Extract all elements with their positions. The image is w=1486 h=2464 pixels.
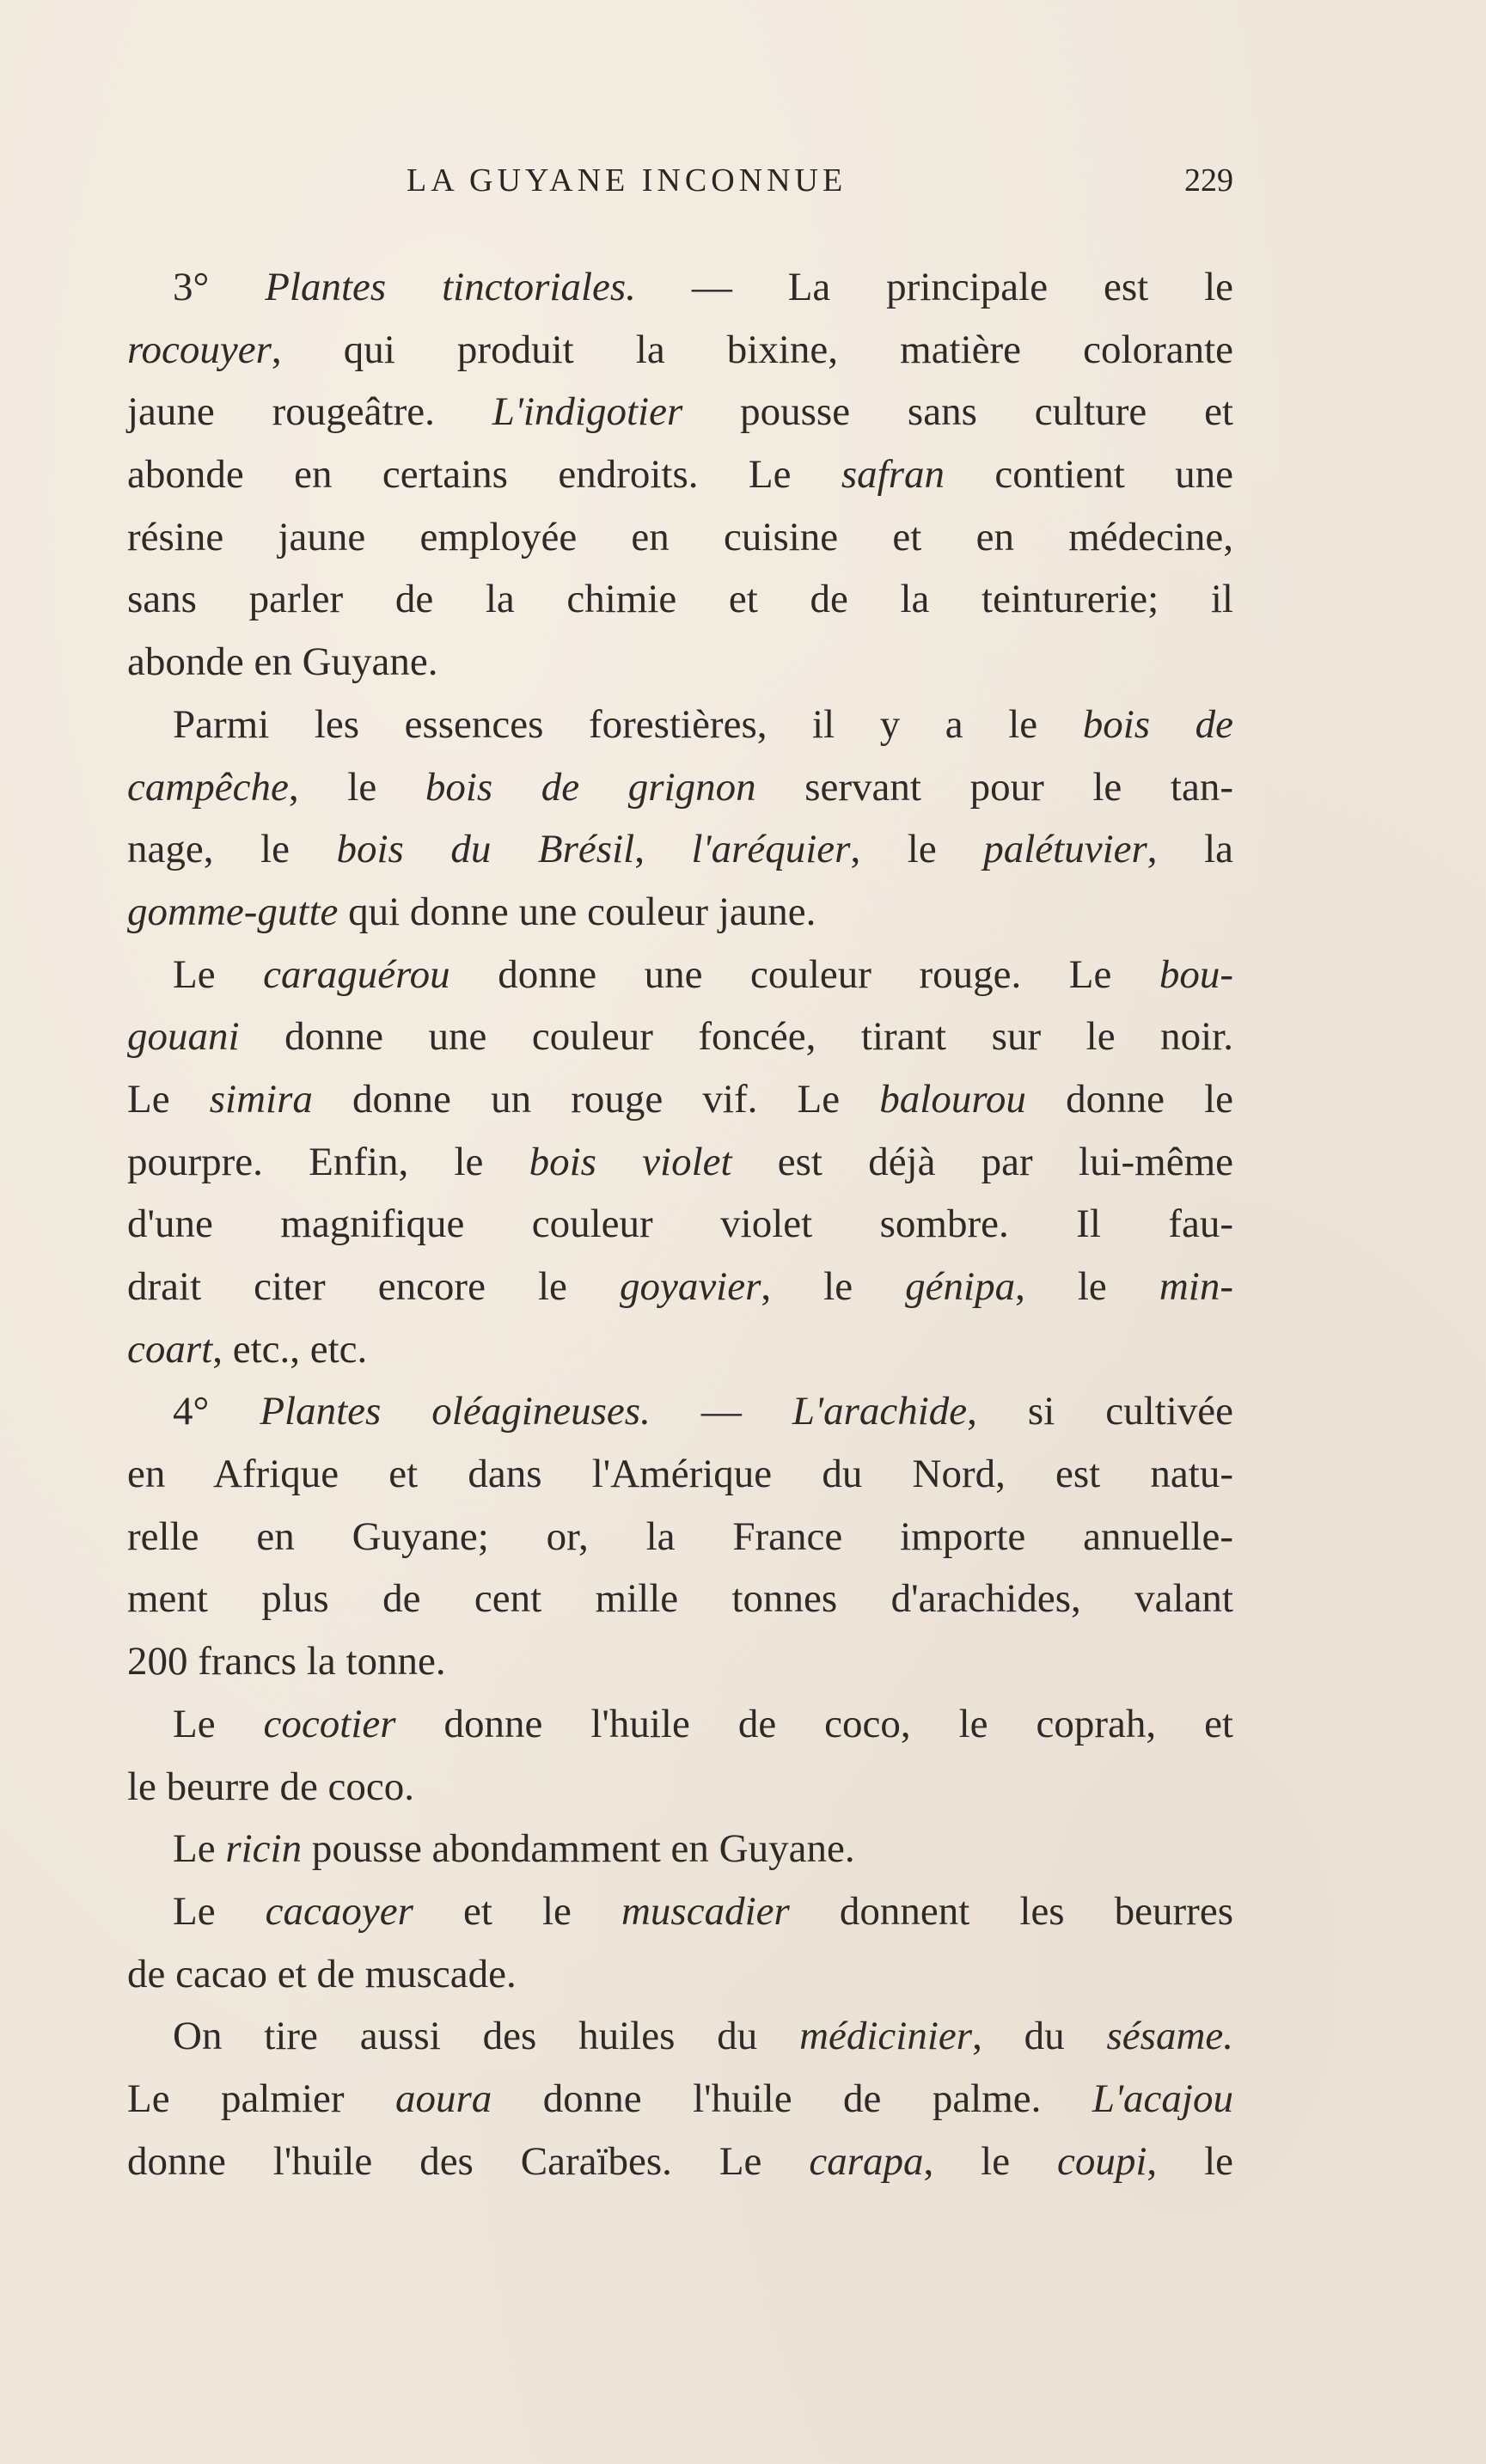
- text-segment: abonde en certains endroits. Le: [127, 452, 841, 498]
- text-line: [127, 694, 1233, 756]
- text-segment: donnent les beurres: [789, 1888, 1233, 1934]
- text-segment: On tire aussi des huiles du: [173, 2014, 800, 2059]
- text-segment: , qui produit la bixine, matière colorante: [271, 327, 1233, 372]
- text-segment: Le: [127, 1076, 210, 1122]
- text-line: [127, 1506, 1233, 1568]
- italic-term: Plantes tinctoriales.: [265, 265, 636, 309]
- text-segment: d'une magnifique couleur violet sombre. Il fau-: [127, 1201, 1233, 1247]
- text-line: [127, 2068, 1233, 2131]
- italic-term: Plantes oléagineuses.: [260, 1389, 651, 1434]
- text-line: [127, 756, 1233, 819]
- text-segment: Le: [173, 1888, 266, 1934]
- running-title: LA GUYANE INCONNUE: [407, 162, 847, 199]
- page-header: [127, 162, 1233, 213]
- text-segment: , du: [972, 2014, 1107, 2059]
- text-segment: , etc., etc.: [212, 1326, 368, 1372]
- text-line: [127, 1131, 1233, 1194]
- italic-term: bois de: [1082, 701, 1233, 747]
- text-segment: sans parler de la chimie et de la teinturerie; il: [127, 577, 1233, 622]
- italic-term: safran: [841, 452, 945, 498]
- text-line: [127, 1256, 1233, 1318]
- italic-term: ricin: [225, 1826, 303, 1872]
- italic-term: génipa: [905, 1264, 1016, 1309]
- text-segment: donne un rouge vif. Le: [312, 1076, 880, 1122]
- italic-term: L'acajou: [1092, 2076, 1233, 2121]
- italic-term: carapa: [809, 2138, 924, 2184]
- text-segment: est déjà par lui-même: [731, 1139, 1233, 1184]
- text-segment: 3°: [173, 265, 266, 309]
- text-line: [127, 1756, 1233, 1819]
- italic-term: caraguérou: [263, 951, 450, 997]
- text-segment: 200 francs la tonne.: [127, 1639, 446, 1684]
- page-number: 229: [1184, 162, 1233, 199]
- text-segment: Le: [173, 1826, 226, 1872]
- text-segment: jaune rougeâtre.: [127, 389, 492, 435]
- italic-term: balourou: [879, 1076, 1026, 1122]
- text-segment: — La principale est le: [635, 265, 1234, 309]
- text-line: [127, 506, 1233, 569]
- text-segment: , si cultivée: [967, 1389, 1234, 1434]
- italic-term: palétuvier: [983, 827, 1147, 872]
- text-segment: relle en Guyane; or, la France importe annuelle-: [127, 1513, 1233, 1559]
- italic-term: bois violet: [529, 1139, 732, 1184]
- text-segment: de cacao et de muscade.: [127, 1951, 517, 1996]
- text-line: [127, 1318, 1233, 1381]
- text-segment: , le: [923, 2138, 1057, 2184]
- text-segment: donne une couleur foncée, tirant sur le noir.: [239, 1014, 1233, 1060]
- text-line: [127, 319, 1233, 382]
- italic-term: l'aréquier: [691, 827, 851, 872]
- text-line: [127, 881, 1233, 944]
- italic-term: gomme-gutte: [127, 889, 339, 934]
- text-segment: donne l'huile de coco, le coprah, et: [395, 1701, 1233, 1746]
- italic-term: médicinier: [799, 2014, 973, 2059]
- text-line: [127, 1880, 1233, 1943]
- italic-term: min-: [1159, 1264, 1233, 1309]
- text-segment: donne l'huile des Caraïbes. Le: [127, 2138, 810, 2184]
- text-line: [127, 1943, 1233, 2006]
- text-segment: Parmi les essences forestières, il y a le: [173, 701, 1083, 747]
- text-line: [127, 1006, 1233, 1068]
- italic-term: gouani: [127, 1014, 240, 1060]
- text-segment: drait citer encore le: [127, 1264, 620, 1309]
- text-segment: Le: [173, 1701, 264, 1746]
- text-segment: abonde en Guyane.: [127, 639, 438, 685]
- text-segment: ,: [634, 827, 692, 872]
- text-line: [127, 1818, 1233, 1880]
- text-line: [127, 2131, 1233, 2193]
- text-segment: , la: [1147, 827, 1234, 872]
- text-segment: pousse abondamment en Guyane.: [302, 1826, 855, 1872]
- text-line: [127, 631, 1233, 694]
- text-segment: résine jaune employée en cuisine et en médecine,: [127, 514, 1233, 559]
- italic-term: L'indigotier: [492, 389, 683, 435]
- italic-term: bou-: [1159, 951, 1233, 997]
- text-line: [127, 1443, 1233, 1506]
- italic-term: campêche: [127, 764, 289, 810]
- italic-term: muscadier: [621, 1888, 790, 1934]
- text-segment: , le: [761, 1264, 906, 1309]
- text-segment: Le palmier: [127, 2076, 396, 2121]
- text-line: [127, 568, 1233, 631]
- italic-term: cacaoyer: [265, 1888, 413, 1934]
- text-segment: , le: [850, 827, 984, 872]
- italic-term: sésame.: [1106, 2014, 1233, 2059]
- text-line: [127, 944, 1233, 1006]
- text-segment: , le: [1147, 2138, 1233, 2184]
- text-segment: , le: [288, 764, 425, 810]
- text-line: [127, 1193, 1233, 1256]
- text-line: [127, 2005, 1233, 2068]
- italic-term: goyavier: [619, 1264, 761, 1309]
- italic-term: cocotier: [263, 1701, 396, 1746]
- italic-term: simira: [209, 1076, 313, 1122]
- text-segment: Le: [173, 951, 264, 997]
- text-segment: donne une couleur rouge. Le: [449, 951, 1159, 997]
- text-segment: nage, le: [127, 827, 337, 872]
- text-line: [127, 1068, 1233, 1131]
- text-line: [127, 256, 1233, 319]
- text-segment: pourpre. Enfin, le: [127, 1139, 529, 1184]
- italic-term: rocouyer: [127, 327, 272, 372]
- italic-term: bois de grignon: [425, 764, 756, 810]
- text-segment: —: [650, 1389, 792, 1434]
- italic-term: L'arachide: [792, 1389, 968, 1434]
- italic-term: aoura: [395, 2076, 492, 2121]
- text-segment: servant pour le tan-: [755, 764, 1233, 810]
- text-line: [127, 1568, 1233, 1630]
- text-segment: pousse sans culture et: [682, 389, 1233, 435]
- italic-term: coupi: [1056, 2138, 1147, 2184]
- text-segment: le beurre de coco.: [127, 1764, 415, 1809]
- text-line: [127, 818, 1233, 881]
- text-segment: donne l'huile de palme.: [492, 2076, 1092, 2121]
- text-segment: , le: [1015, 1264, 1159, 1309]
- text-line: [127, 443, 1233, 506]
- body-text: [127, 256, 1233, 2192]
- text-segment: contient une: [944, 452, 1233, 498]
- text-segment: donne le: [1025, 1076, 1234, 1122]
- italic-term: bois du Brésil: [336, 827, 635, 872]
- text-segment: ment plus de cent mille tonnes d'arachides, valant: [127, 1576, 1233, 1622]
- text-segment: 4°: [173, 1389, 260, 1434]
- text-line: [127, 1630, 1233, 1693]
- text-segment: et le: [413, 1888, 621, 1934]
- text-segment: en Afrique et dans l'Amérique du Nord, est natu-: [127, 1452, 1233, 1497]
- italic-term: coart: [127, 1326, 213, 1372]
- text-line: [127, 1693, 1233, 1756]
- text-line: [127, 1380, 1233, 1443]
- text-line: [127, 381, 1233, 443]
- text-segment: qui donne une couleur jaune.: [338, 889, 816, 934]
